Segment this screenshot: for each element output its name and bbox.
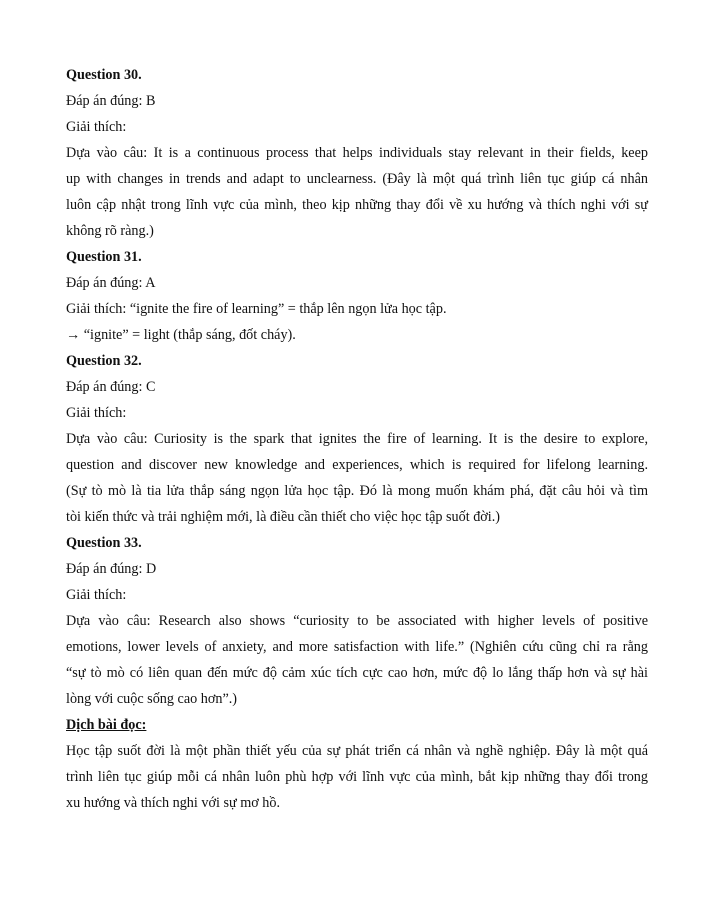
- question-33-body-line: Dựa vào câu: Research also shows “curiosity to be associated with higher levels of positive: [66, 613, 648, 629]
- question-33-explain-label: Giải thích:: [66, 587, 127, 603]
- question-32-answer: Đáp án đúng: C: [66, 379, 156, 395]
- translation-heading: Dịch bài đọc:: [66, 717, 147, 733]
- question-32-body-line: question and discover new knowledge and experiences, which is required for lifelong learning.: [66, 457, 648, 473]
- question-30-body-line: up with changes in trends and adapt to unclearness. (Đây là một quá trình liên tục giúp cá nhân: [66, 171, 648, 187]
- translation-body-line: xu hướng và thích nghi với sự mơ hồ.: [66, 795, 281, 811]
- translation-body-line: trình liên tục giúp mỗi cá nhân luôn phù hợp với lĩnh vực của mình, bắt kịp những thay đổi trong: [66, 769, 648, 785]
- question-30-heading: Question 30.: [66, 67, 142, 83]
- question-30-body-line: không rõ ràng.): [66, 223, 154, 239]
- question-31-answer: Đáp án đúng: A: [66, 275, 156, 291]
- question-31-heading: Question 31.: [66, 249, 142, 265]
- question-32-body-line: tòi kiến thức và trải nghiệm mới, là điều cần thiết cho việc học tập suốt đời.): [66, 509, 501, 525]
- question-33-body-line: lòng với cuộc sống cao hơn”.): [66, 691, 238, 707]
- question-33-body-line: emotions, lower levels of anxiety, and more satisfaction with life.” (Nghiên cứu cũng chỉ ra rằng: [66, 639, 648, 655]
- question-30-explain-label: Giải thích:: [66, 119, 127, 135]
- question-30-body-line: luôn cập nhật trong lĩnh vực của mình, theo kịp những thay đổi về xu hướng và thích nghi với sự: [66, 197, 648, 213]
- question-32-heading: Question 32.: [66, 353, 142, 369]
- question-33-body-line: “sự tò mò có liên quan đến mức độ cảm xúc tích cực cao hơn, mức độ lo lắng thấp hơn và sự hài: [66, 665, 648, 681]
- translation-body-line: Học tập suốt đời là một phần thiết yếu của sự phát triển cá nhân và nghề nghiệp. Đây là một quá: [66, 743, 648, 759]
- question-32-body-line: Dựa vào câu: Curiosity is the spark that ignites the fire of learning. It is the desire to explore,: [66, 431, 648, 447]
- question-33-heading: Question 33.: [66, 535, 142, 551]
- question-32-body-line: (Sự tò mò là tia lửa thắp sáng ngọn lửa học tập. Đó là mong muốn khám phá, đặt câu hỏi và tìm: [66, 483, 648, 499]
- question-30-answer: Đáp án đúng: B: [66, 93, 156, 109]
- question-32-explain-label: Giải thích:: [66, 405, 127, 421]
- question-33-answer: Đáp án đúng: D: [66, 561, 157, 577]
- document-page: [66, 62, 648, 816]
- question-31-explain: Giải thích: “ignite the fire of learning” = thắp lên ngọn lửa học tập.: [66, 301, 447, 317]
- question-30-body-line: Dựa vào câu: It is a continuous process that helps individuals stay relevant in their fields, keep: [66, 145, 648, 161]
- question-31-arrow-note: → “ignite” = light (thắp sáng, đốt cháy).: [66, 327, 296, 343]
